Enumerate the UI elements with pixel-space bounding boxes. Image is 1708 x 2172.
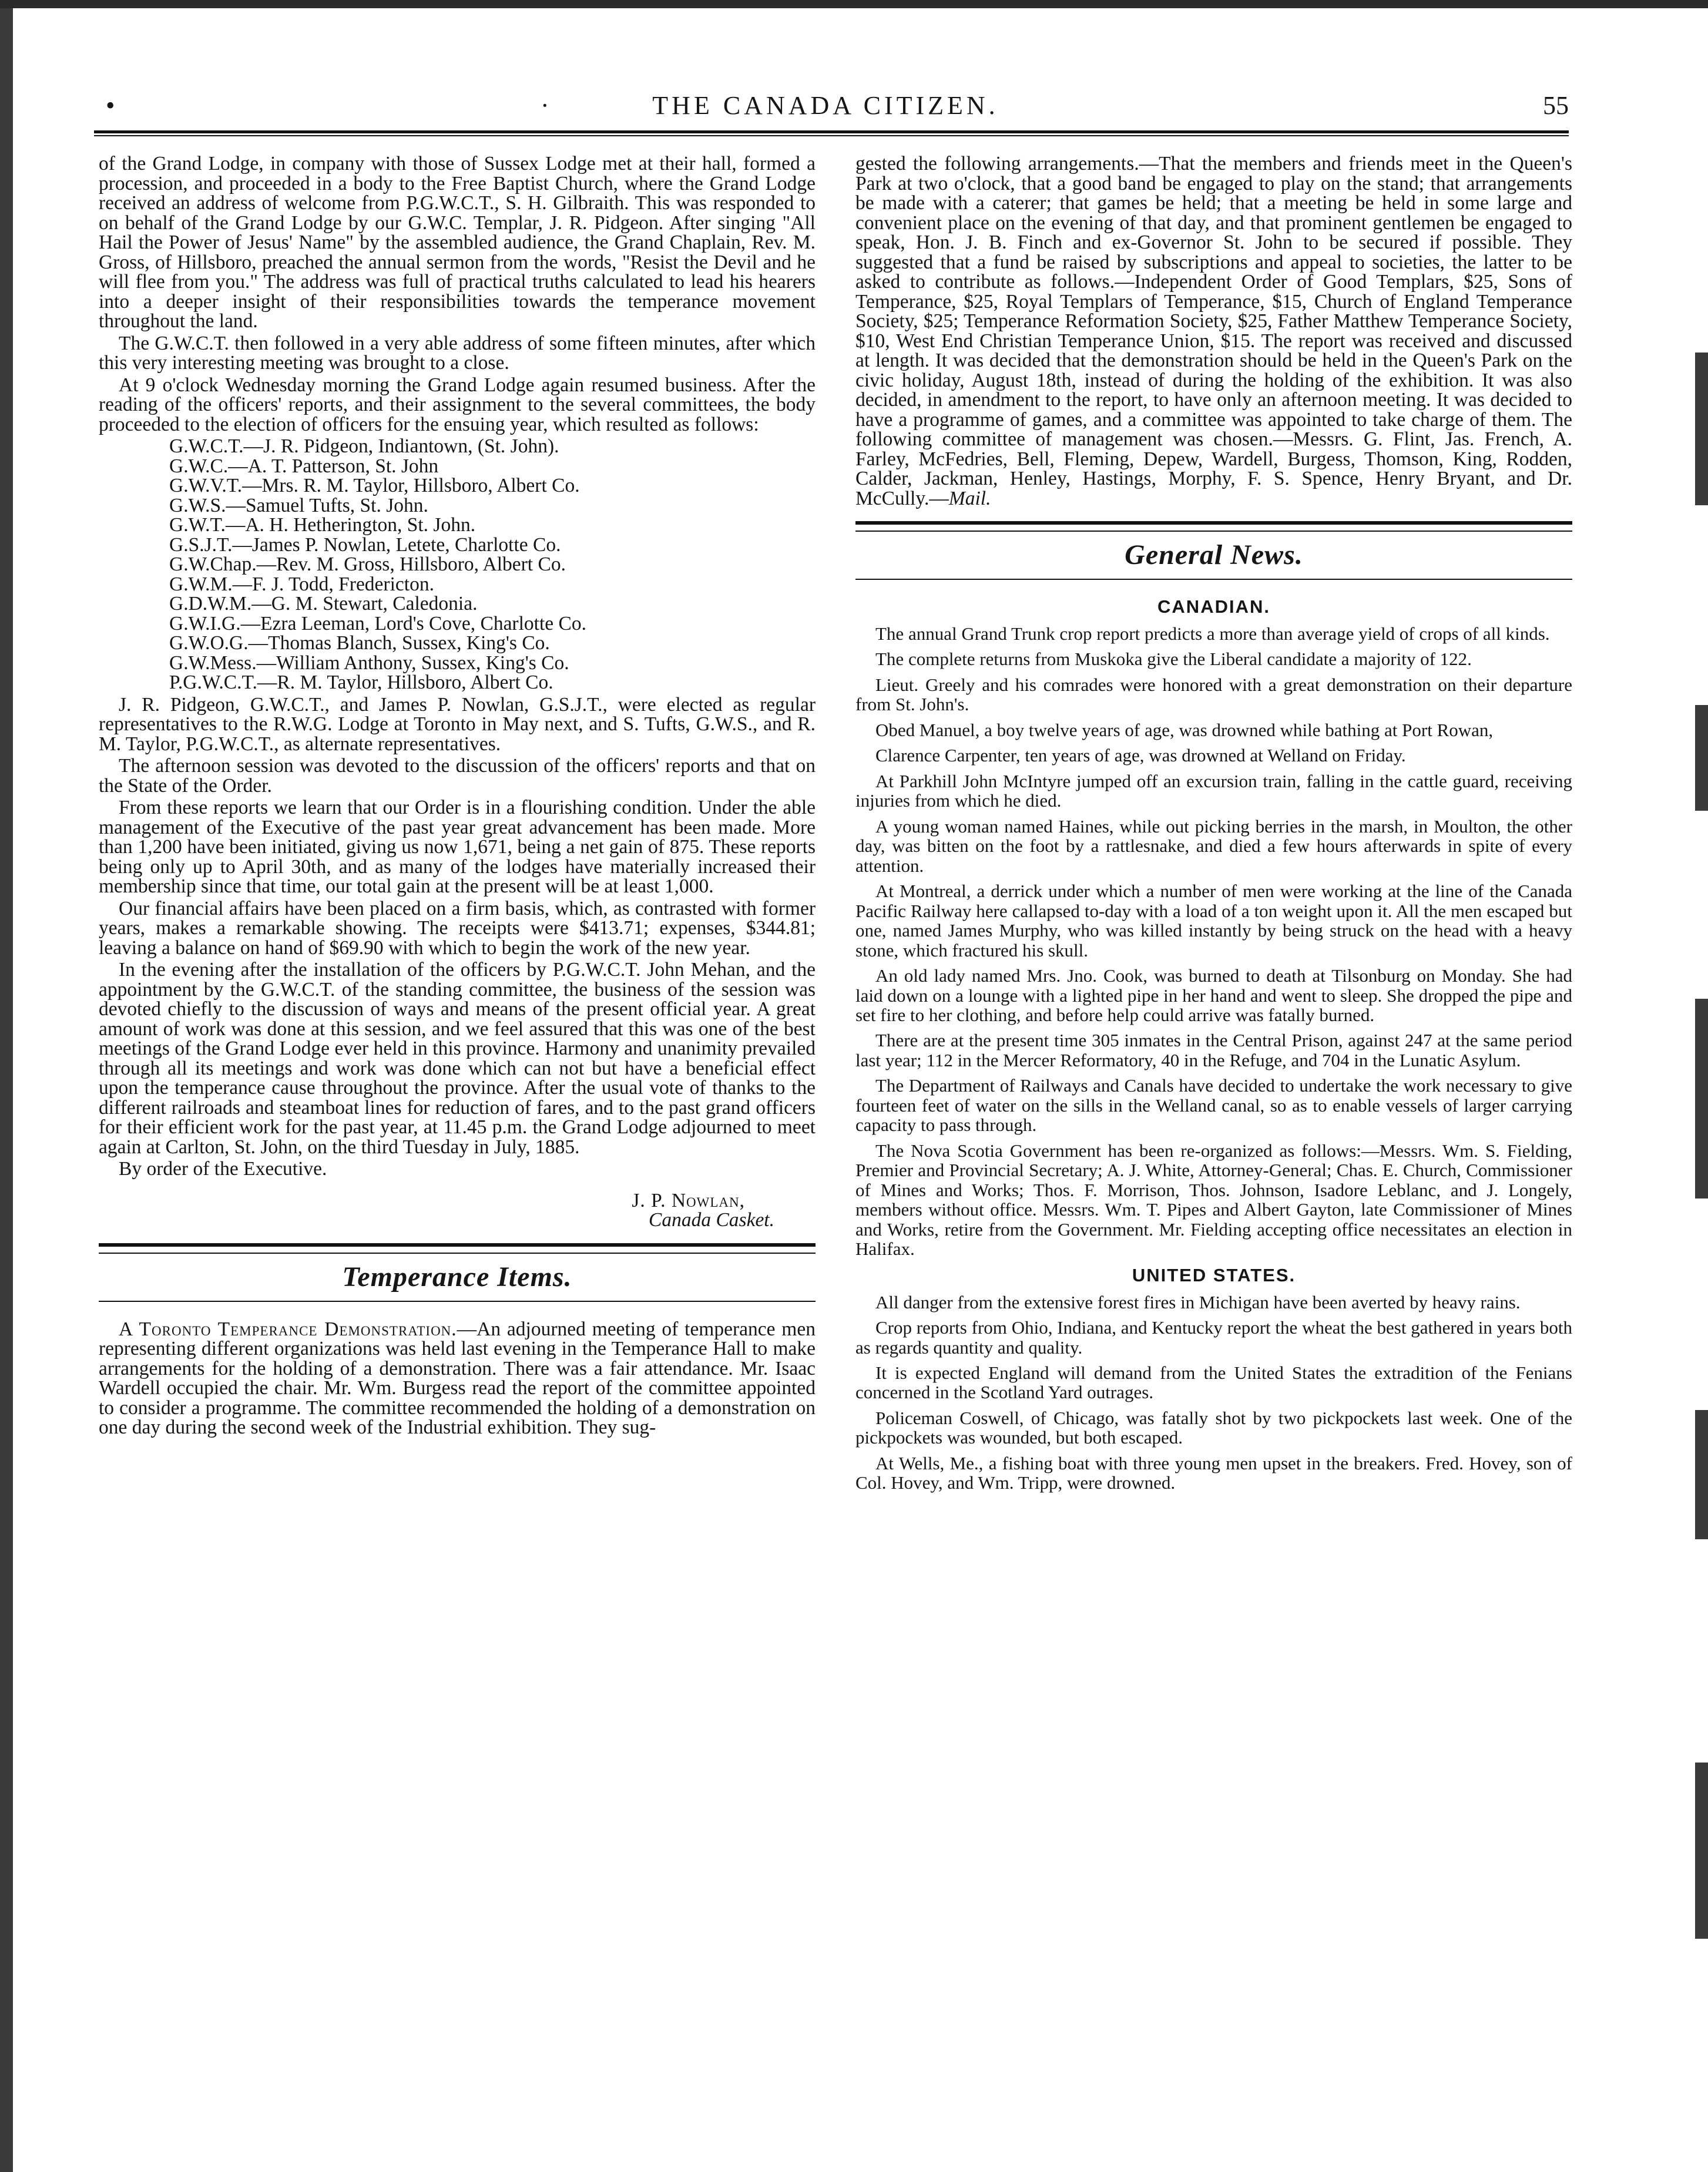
source-credit: Canada Casket. bbox=[648, 1209, 774, 1231]
temperance-items-heading: Temperance Items. bbox=[342, 1261, 572, 1293]
news-item: The annual Grand Trunk crop report predicts a more than average yield of crops of all kinds. bbox=[875, 623, 1550, 644]
page-header bbox=[82, 82, 1569, 129]
section-rule bbox=[99, 1243, 816, 1254]
left-column bbox=[99, 154, 816, 1440]
news-item: At Montreal, a derrick under which a number of men were working at the line of the Canada Pacific Railway here callapsed to-day with a load of a ton weight upon it. All the men escaped but one, named James Murphy, who was killed instantly by being struck on the head with a heavy stone, which fractured his skull. bbox=[855, 881, 1572, 961]
news-item: Obed Manuel, a boy twelve years of age, was drowned while bathing at Port Rowan, bbox=[875, 719, 1494, 740]
officer-entry: G.W.I.G.—Ezra Leeman, Lord's Cove, Charlotte Co. bbox=[169, 612, 586, 635]
page-number: 55 bbox=[1543, 91, 1569, 120]
section-rule bbox=[855, 521, 1572, 532]
officer-entry: G.W.C.T.—J. R. Pidgeon, Indiantown, (St. John). bbox=[169, 435, 559, 457]
news-item: A young woman named Haines, while out picking berries in the marsh, in Moulton, the other day, was bitten on the foot by a rattlesnake, and died a few hours afterwards in spite of every attention. bbox=[855, 815, 1572, 876]
us-news-list bbox=[855, 1293, 1572, 1493]
paragraph: From these reports we learn that our Order is in a flourishing condition. Under the able management of the Executive of the past year great advancement has been made. More than 1,200 have been initiated, giving us now 1,671, being a net gain of 875. These reports being only up to April 30th, and as many of the lodges have materially increased their membership since that time, our total gain at the present will be at least 1,000. bbox=[99, 797, 816, 897]
continuation-credit: Mail. bbox=[948, 487, 991, 509]
news-item: At Parkhill John McIntyre jumped off an excursion train, falling in the cattle guard, receiving injuries from which he died. bbox=[855, 770, 1572, 811]
news-item: The Nova Scotia Government has been re-organized as follows:—Messrs. Wm. S. Fielding, Premier and Provincial Secretary; A. J. White, Attorney-General; Chas. E. Church, Commissioner of Mines and Works; Thos. F. Morrison, Thos. Johnson, Isadore Leblanc, and J. Longely, members without office. Messrs. Wm. T. Pipes and Albert Gayton, late Commissioner of Mines and Works, retire from the Government. Mr. Fielding accepting office necessitates an election in Halifax. bbox=[855, 1140, 1572, 1260]
scan-right-edge bbox=[1690, 353, 1708, 2056]
officer-entry: G.W.S.—Samuel Tufts, St. John. bbox=[169, 494, 428, 516]
officer-entry: G.W.M.—F. J. Todd, Fredericton. bbox=[169, 573, 434, 595]
article-lead: A Toronto Temperance Demonstration. bbox=[119, 1318, 457, 1340]
officer-entry: G.W.C.—A. T. Patterson, St. John bbox=[169, 455, 439, 477]
news-item: At Wells, Me., a fishing boat with three young men upset in the breakers. Fred. Hovey, son of Col. Hovey, and Wm. Tripp, were drowned. bbox=[855, 1452, 1572, 1493]
news-item: It is expected England will demand from the United States the extradition of the Fenians concerned in the Scotland Yard outrages. bbox=[855, 1362, 1572, 1403]
scan-top-border bbox=[0, 0, 1708, 8]
officer-entry: G.W.Mess.—William Anthony, Sussex, King's Co. bbox=[169, 652, 569, 674]
news-item: An old lady named Mrs. Jno. Cook, was burned to death at Tilsonburg on Monday. She had laid down on a lounge with a lighted pipe in her hand and went to sleep. She dropped the pipe and set fire to her clothing, and before help could arrive was fatally burned. bbox=[855, 965, 1572, 1025]
officer-entry: G.D.W.M.—G. M. Stewart, Caledonia. bbox=[169, 593, 478, 615]
paragraph: In the evening after the installation of the officers by P.G.W.C.T. John Mehan, and the appointment by the G.W.C.T. of the standing committee, the business of the session was devoted chiefly to the discussion of ways and means of the present official year. A great amount of work was done at this session, and we feel assured that this was one of the best meetings of the Grand Lodge ever held in this province. Harmony and unanimity prevailed through all its meetings and work was done which can not but have a beneficial effect upon the temperance cause throughout the province. After the usual vote of thanks to the different railroads and steamboat lines for reduction of fares, and to the past grand officers for their efficient work for the past year, at 11.45 p.m. the Grand Lodge adjourned to meet again at Carlton, St. John, on the third Tuesday in July, 1885. bbox=[99, 959, 816, 1158]
united-states-heading: UNITED STATES. bbox=[1132, 1264, 1296, 1285]
header-center-mark: · bbox=[541, 91, 549, 120]
news-item: Lieut. Greely and his comrades were honored with a great demonstration on their departure from St. John's. bbox=[855, 674, 1572, 715]
officer-entry: P.G.W.C.T.—R. M. Taylor, Hillsboro, Albert Co. bbox=[169, 672, 553, 693]
officers-list bbox=[99, 437, 816, 693]
paragraph: By order of the Executive. bbox=[119, 1158, 327, 1180]
article-paragraph bbox=[99, 1320, 816, 1438]
officer-entry: G.W.V.T.—Mrs. R. M. Taylor, Hillsboro, Albert Co. bbox=[169, 475, 580, 496]
signature-name: J. P. Nowlan, bbox=[632, 1189, 745, 1211]
running-title: THE CANADA CITIZEN. bbox=[652, 91, 999, 120]
section-rule-thin bbox=[855, 579, 1572, 580]
officer-entry: G.S.J.T.—James P. Nowlan, Letete, Charlotte Co. bbox=[169, 533, 561, 556]
officer-entry: G.W.T.—A. H. Hetherington, St. John. bbox=[169, 514, 476, 536]
header-rule bbox=[94, 130, 1569, 136]
officer-entry: G.W.O.G.—Thomas Blanch, Sussex, King's Co. bbox=[169, 632, 550, 654]
right-column bbox=[855, 154, 1572, 1499]
news-item: The Department of Railways and Canals have decided to undertake the work necessary to give fourteen feet of water on the sills in the Welland canal, so as to enable vessels of larger carrying capacity to pass through. bbox=[855, 1075, 1572, 1136]
news-item: Clarence Carpenter, ten years of age, was drowned at Welland on Friday. bbox=[875, 745, 1406, 766]
paragraph: Our financial affairs have been placed on a firm basis, which, as contrasted with former years, makes a remarkable showing. The receipts were $413.71; expenses, $344.81; leaving a balance on hand of $69.90 with which to begin the work of the new year. bbox=[99, 897, 816, 959]
paragraph: The afternoon session was devoted to the discussion of the officers' reports and that on the State of the Order. bbox=[99, 755, 816, 797]
paragraph: The G.W.C.T. then followed in a very able address of some fifteen minutes, after which this very interesting meeting was brought to a close. bbox=[99, 332, 816, 374]
general-news-heading: General News. bbox=[1125, 539, 1303, 570]
paragraph: of the Grand Lodge, in company with those of Sussex Lodge met at their hall, formed a procession, and proceeded in a body to the Free Baptist Church, where the Grand Lodge received an address of welcome from P.G.W.C.T., S. H. Gilbraith. This was responded to on behalf of the Grand Lodge by our G.W.C. Templar, J. R. Pidgeon. After singing "All Hail the Power of Jesus' Name" by the assembled audience, the Grand Chaplain, Rev. M. Gross, of Hillsboro, preached the annual sermon from the words, "Resist the Devil and he will flee from you." The address was full of practical truths calculated to lead his hearers into a deeper insight of their responsibilities towards the temperance movement throughout the land. bbox=[99, 153, 816, 332]
paragraph: At 9 o'clock Wednesday morning the Grand Lodge again resumed business. After the reading of the officers' reports, and their assignment to the several committees, the body proceeded to the election of officers for the ensuing year, which resulted as follows: bbox=[99, 374, 816, 435]
news-item: All danger from the extensive forest fires in Michigan have been averted by heavy rains. bbox=[875, 1291, 1521, 1312]
canadian-news-list bbox=[855, 624, 1572, 1259]
scan-left-edge bbox=[0, 8, 13, 2172]
paragraph: J. R. Pidgeon, G.W.C.T., and James P. Nowlan, G.S.J.T., were elected as regular representatives to the R.W.G. Lodge at Toronto in May next, and S. Tufts, G.W.S., and R. M. Taylor, P.G.W.C.T., as alternate representatives. bbox=[99, 693, 816, 755]
article-text: —An adjourned meeting of temperance men representing different organizations was held last evening in the Temperance Hall to make arrangements for the holding of a demonstration. There was a fair attendance. Mr. Isaac Wardell occupied the chair. Mr. Wm. Burgess read the report of the committee appointed to consider a programme. The committee recommended the holding of a demonstration on one day during the second week of the Industrial exhibition. They sug- bbox=[99, 1318, 816, 1438]
article-continuation bbox=[855, 154, 1572, 508]
news-item: Policeman Coswell, of Chicago, was fatally shot by two pickpockets last week. One of the pickpockets was wounded, but both escaped. bbox=[855, 1407, 1572, 1448]
header-left-mark: • bbox=[106, 91, 115, 120]
section-rule-thin bbox=[99, 1301, 816, 1302]
news-item: Crop reports from Ohio, Indiana, and Kentucky report the wheat the best gathered in years both as regards quantity and quality. bbox=[855, 1317, 1572, 1358]
news-item: The complete returns from Muskoka give the Liberal candidate a majority of 122. bbox=[875, 649, 1472, 670]
continuation-text: gested the following arrangements.—That the members and friends meet in the Queen's Park at two o'clock, that a good band be engaged to play on the stand; that arrangements be made with a caterer; that games be held; that a meeting be held in some large and convenient place on the evening of that day, and that prominent gentlemen be engaged to speak, Hon. J. B. Finch and ex-Governor St. John to be secured if possible. They suggested that a fund be raised by subscriptions and appeal to societies, the latter to be asked to contribute as follows.—Independent Order of Good Templars, $25, Sons of Temperance, $25, Royal Templars of Temperance, $15, Church of England Temperance Society, $25; Temperance Reformation Society, $25, Father Matthew Temperance Society, $10, West End Christian Temperance Union, $15. The report was received and discussed at length. It was decided that the demonstration should be held in the Queen's Park on the civic holiday, August 18th, instead of during the holding of the exhibition. It was also decided, in amendment to the report, to have only an afternoon meeting. It was decided to have a programme of games, and a committee was appointed to take charge of them. The following committee of management was chosen.—Messrs. G. Flint, Jas. French, A. Farley, McFedries, Bell, Fleming, Depew, Wardell, Burgess, Thomson, King, Rodden, Calder, Jackman, Henley, Hastings, Morphy, F. S. Spence, Henry Bryant, and Dr. McCully.— bbox=[855, 153, 1572, 509]
signature-block bbox=[99, 1191, 816, 1230]
officer-entry: G.W.Chap.—Rev. M. Gross, Hillsboro, Albert Co. bbox=[169, 553, 566, 575]
news-item: There are at the present time 305 inmates in the Central Prison, against 247 at the same period last year; 112 in the Mercer Reformatory, 40 in the Refuge, and 704 in the Lunatic Asylum. bbox=[855, 1030, 1572, 1070]
canadian-heading: CANADIAN. bbox=[1157, 596, 1270, 617]
